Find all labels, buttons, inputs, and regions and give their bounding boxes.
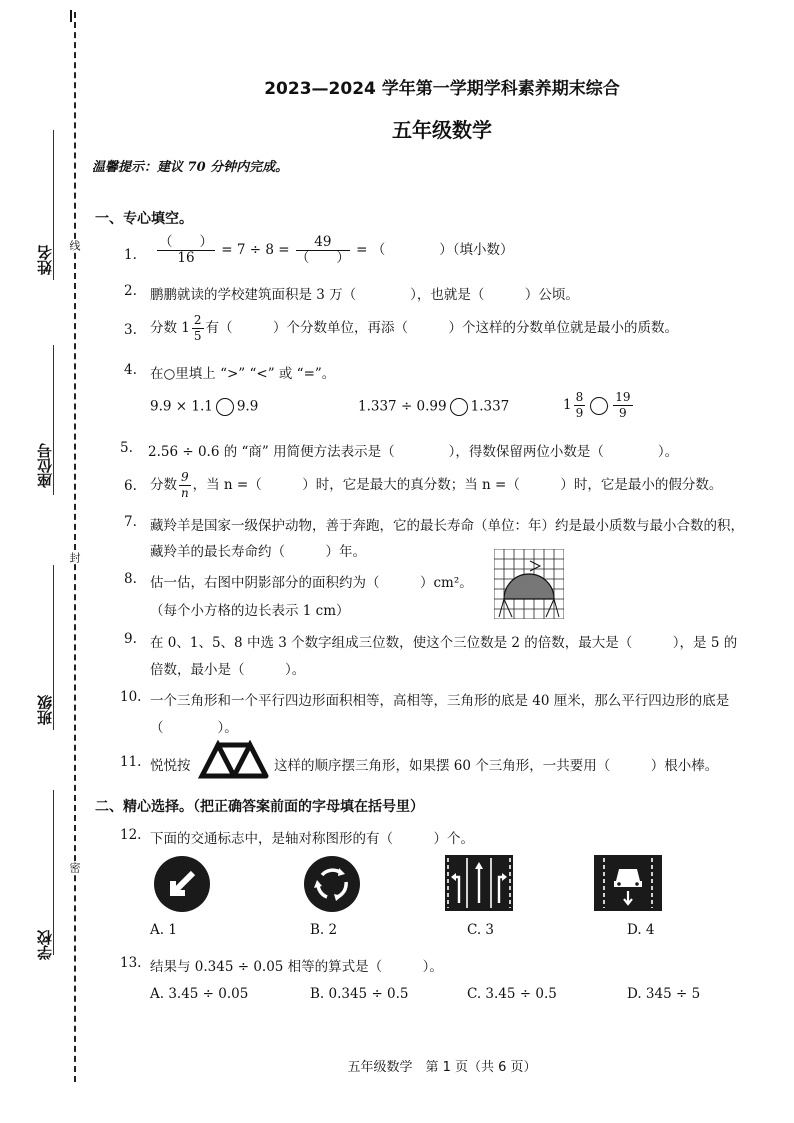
- q4-text: 在○里填上 “>” “<” 或 “=”。: [150, 366, 336, 382]
- q10-line2: （ ）。: [150, 720, 238, 736]
- q8-line2: （每个小方格的边长表示 1 cm）: [150, 603, 350, 619]
- q8-number: 8.: [124, 571, 137, 587]
- q10-number: 10.: [120, 689, 142, 705]
- section-2-heading: 二、精心选择。（把正确答案前面的字母填在括号里）: [95, 799, 424, 815]
- compare-circle: [590, 397, 608, 415]
- q10-line1: 一个三角形和一个平行四边形面积相等，高相等，三角形的底是 40 厘米，那么平行四边形的底是: [150, 693, 730, 709]
- q1-tail: = （ ）（填小数）: [356, 242, 514, 258]
- label-name: 姓名: [36, 245, 54, 275]
- q12-option-d: D. 4: [627, 922, 655, 938]
- section-1-heading: 一、专心填空。: [95, 211, 193, 227]
- q3-pre: 分数 1: [150, 320, 190, 336]
- roundabout-sign-icon: [303, 855, 361, 913]
- q1-fraction-2: $\frac{49}{( )}$: [295, 234, 350, 266]
- q11-number: 11.: [120, 754, 142, 770]
- q11-text: 这样的顺序摆三角形，如果摆 60 个三角形，一共要用（ ）根小棒。: [274, 758, 719, 774]
- q13-option-c: C. 3.45 ÷ 0.5: [467, 986, 557, 1002]
- q5-text: 2.56 ÷ 0.6 的 “商” 用简便方法表示是（ ），得数保留两位小数是（ ）。: [148, 444, 679, 460]
- compare-circle: [216, 398, 234, 416]
- q11-pre: 悦悦按: [150, 758, 191, 774]
- triangle-sticks-icon: [198, 740, 270, 780]
- vehicle-lane-sign-icon: [594, 855, 662, 911]
- lane-direction-sign-icon: [445, 855, 513, 911]
- q3-fraction: $\frac{2}{5}$: [193, 313, 202, 343]
- mark-mi: 密: [68, 862, 81, 873]
- q4-item-b: 1.337 ÷ 0.99 1.337: [358, 398, 510, 415]
- q7-line1: 藏羚羊是国家一级保护动物，善于奔跑，它的最长寿命（单位：年）约是最小质数与最小合数的积，: [150, 518, 744, 534]
- q13-option-b: B. 0.345 ÷ 0.5: [310, 986, 409, 1002]
- q6-fraction: $\frac{9}{n}$: [180, 470, 189, 500]
- exam-title: 2023—2024 学年第一学期学科素养期末综合: [264, 79, 620, 99]
- label-seat: 座位号: [36, 443, 54, 488]
- q3-number: 3.: [124, 322, 137, 338]
- q9-line2: 倍数，最小是（ ）。: [150, 662, 306, 678]
- q1-fraction-1: $\frac{( )}{16}$: [159, 234, 213, 266]
- label-school: 学校: [36, 930, 54, 960]
- q7-line2: 藏羚羊的最长寿命约（ ）年。: [150, 544, 366, 560]
- label-class: 班级: [36, 695, 54, 725]
- q1-equation: = 7 ÷ 8 =: [221, 242, 290, 258]
- q12-number: 12.: [120, 827, 142, 843]
- q13-option-a: A. 3.45 ÷ 0.05: [150, 986, 249, 1002]
- q8-line1: 估一估，右图中阴影部分的面积约为（ ）cm²。: [150, 575, 473, 591]
- q5-number: 5.: [120, 440, 133, 456]
- reminder-tip: 温馨提示：建议 70 分钟内完成。: [92, 160, 289, 175]
- mark-feng: 封: [68, 552, 81, 563]
- q9-number: 9.: [124, 631, 137, 647]
- q6: 分数 $\frac{9}{n}$ ，当 n =（ ）时，它是最大的真分数；当 n =（ ）时，它是最小的假分数。: [150, 470, 723, 500]
- compare-circle: [450, 398, 468, 416]
- q9-line1: 在 0、1、5、8 中选 3 个数字组成三位数，使这个三位数是 2 的倍数，最大是（ ），是 5 的: [150, 635, 738, 651]
- q13-number: 13.: [120, 955, 142, 971]
- q12-option-c: C. 3: [467, 922, 495, 938]
- q4-number: 4.: [124, 362, 137, 378]
- q1-number: 1.: [124, 247, 137, 263]
- grid-shaded-figure: [494, 549, 564, 619]
- q2-number: 2.: [124, 283, 137, 299]
- mark-xian: 线: [68, 240, 81, 251]
- q7-number: 7.: [124, 514, 137, 530]
- binding-dashed-line: [74, 12, 76, 1082]
- exam-subtitle: 五年级数学: [392, 118, 492, 142]
- binding-strip: [0, 0, 90, 1123]
- q3: [150, 313, 678, 344]
- q6-number: 6.: [124, 478, 137, 494]
- q1: [155, 235, 514, 266]
- q12-option-b: B. 2: [310, 922, 338, 938]
- q4-item-a: 9.9 × 1.1 9.9: [150, 398, 259, 415]
- keep-left-sign-icon: [153, 855, 211, 913]
- page-footer: 五年级数学 第 1 页（共 6 页）: [347, 1060, 537, 1075]
- q2-text: 鹏鹏就读的学校建筑面积是 3 万（ ），也就是（ ）公顷。: [150, 287, 579, 303]
- q3-text: 有（ ）个分数单位，再添（ ）个这样的分数单位就是最小的质数。: [205, 320, 679, 336]
- q13-option-d: D. 345 ÷ 5: [627, 986, 701, 1002]
- q4-item-c: 1 $\frac{8}{9}$ $\frac{19}{9}$: [563, 390, 631, 420]
- q12-text: 下面的交通标志中，是轴对称图形的有（ ）个。: [150, 831, 474, 847]
- q13-text: 结果与 0.345 ÷ 0.05 相等的算式是（ ）。: [150, 959, 443, 975]
- q12-option-a: A. 1: [150, 922, 177, 938]
